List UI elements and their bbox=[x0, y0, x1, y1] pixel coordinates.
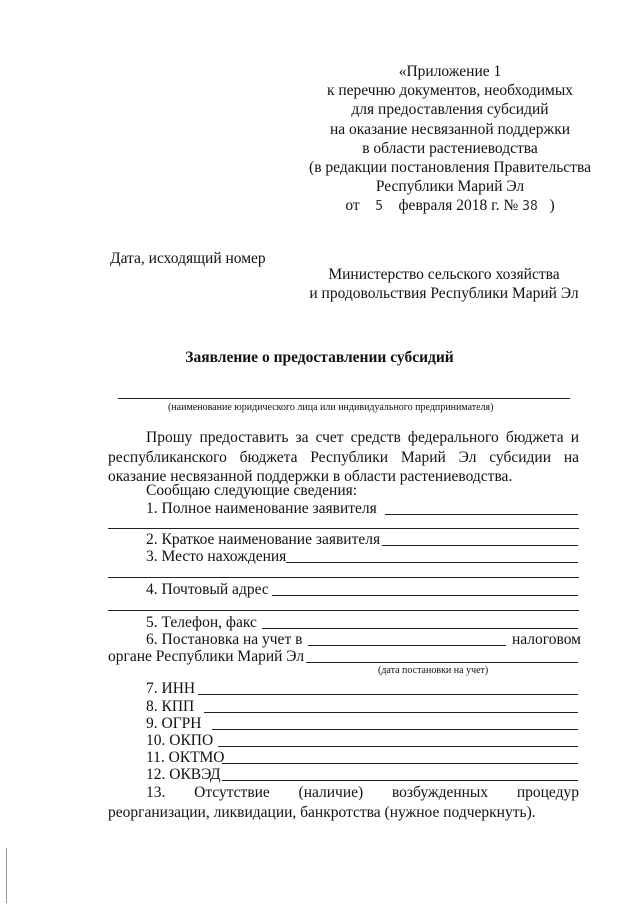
field-11-label: 11. ОКТМО bbox=[146, 749, 225, 766]
document-title: Заявление о предоставлении субсидий bbox=[185, 349, 454, 366]
field-1-line-2[interactable] bbox=[108, 528, 579, 529]
appendix-line: в области растениеводства bbox=[362, 139, 538, 157]
item-13-paragraph: 13. Отсутствие (наличие) возбужденных процедур реорганизации, ликвидации, банкротства (нужное подчеркнуть). bbox=[108, 784, 579, 821]
field-6-caption: (дата постановки на учет) bbox=[378, 665, 489, 676]
field-7-line[interactable] bbox=[198, 694, 578, 695]
recipient-line: и продовольствия Республики Марий Эл bbox=[309, 285, 579, 302]
appendix-line: к перечню документов, необходимых bbox=[326, 82, 574, 100]
field-6-label: 6. Постановка на учет в bbox=[146, 631, 303, 648]
field-3-line[interactable] bbox=[286, 562, 578, 563]
field-4-line[interactable] bbox=[272, 595, 578, 596]
appendix-line: Республики Марий Эл bbox=[375, 178, 525, 196]
field-6-organ-label: органе Республики Марий Эл bbox=[108, 648, 305, 665]
scan-margin-mark bbox=[6, 848, 7, 903]
field-6-line[interactable] bbox=[308, 645, 506, 646]
decree-number: 38 bbox=[522, 199, 538, 215]
appendix-header bbox=[300, 62, 600, 217]
field-3-label: 3. Место нахождения bbox=[146, 548, 287, 565]
field-5-line[interactable] bbox=[262, 628, 578, 629]
field-10-line[interactable] bbox=[218, 746, 578, 747]
appendix-title: «Приложение 1 bbox=[398, 63, 502, 80]
field-2-line[interactable] bbox=[382, 545, 578, 546]
intro-paragraph: Прошу предоставить за счет средств федерального бюджета и республиканского бюджета Республики Марий Эл субсидии на оказание несвязанной поддержки в области растениеводства. bbox=[108, 429, 579, 485]
date-outgoing-label: Дата, исходящий номер bbox=[110, 250, 266, 267]
appendix-line: на оказание несвязанной поддержки bbox=[329, 120, 571, 138]
field-7-label: 7. ИНН bbox=[146, 680, 196, 697]
field-9-label: 9. ОГРН bbox=[146, 715, 202, 732]
field-4-label: 4. Почтовый адрес bbox=[146, 581, 269, 598]
field-12-label: 12. ОКВЭД bbox=[146, 766, 221, 783]
field-4-line-2[interactable] bbox=[108, 610, 579, 611]
field-8-line[interactable] bbox=[204, 712, 578, 713]
field-2-label: 2. Краткое наименование заявителя bbox=[146, 531, 381, 548]
field-10-label: 10. ОКПО bbox=[146, 732, 214, 749]
field-1-line[interactable] bbox=[385, 514, 578, 515]
recipient-line: Министерство сельского хозяйства bbox=[328, 266, 560, 283]
field-3-line-2[interactable] bbox=[108, 577, 579, 578]
info-intro: Сообщаю следующие сведения: bbox=[146, 482, 358, 499]
date-suffix: ) bbox=[549, 197, 555, 215]
field-5-label: 5. Телефон, факс bbox=[146, 614, 257, 631]
field-1-label: 1. Полное наименование заявителя bbox=[146, 500, 377, 517]
applicant-caption: (наименование юридического лица или индивидуального предпринимателя) bbox=[168, 402, 494, 413]
field-8-label: 8. КПП bbox=[146, 698, 195, 715]
field-12-line[interactable] bbox=[222, 780, 578, 781]
decree-month-year: февраля 2018 г. № bbox=[398, 197, 519, 215]
decree-day: 5 bbox=[375, 199, 384, 215]
field-6-tax-label: налоговом bbox=[512, 631, 581, 648]
field-9-line[interactable] bbox=[212, 729, 578, 730]
appendix-line: для предоставления субсидий bbox=[351, 101, 549, 119]
field-11-line[interactable] bbox=[222, 763, 578, 764]
applicant-name-line[interactable] bbox=[118, 398, 570, 399]
recipient-block bbox=[309, 265, 579, 303]
field-6-date-line[interactable] bbox=[306, 662, 578, 663]
appendix-date-line bbox=[300, 196, 600, 216]
date-prefix: от bbox=[345, 197, 360, 215]
appendix-line: (в редакции постановления Правительства bbox=[309, 159, 591, 177]
